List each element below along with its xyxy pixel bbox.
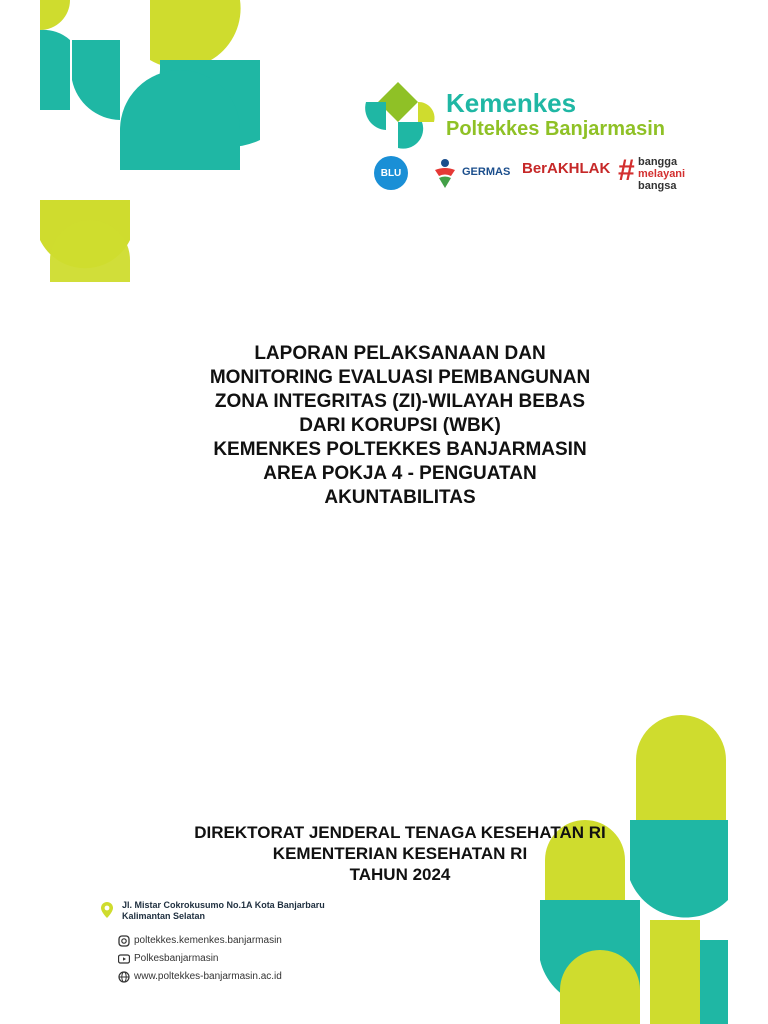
address xyxy=(100,900,360,922)
title-line: DARI KORUPSI (WBK) xyxy=(299,415,501,436)
contact-info xyxy=(100,900,360,988)
bangga-line: bangga xyxy=(638,156,678,168)
bangga-line: bangsa xyxy=(638,180,677,192)
youtube-icon xyxy=(118,953,130,965)
instagram-handle: poltekkes.kemenkes.banjarmasin xyxy=(134,935,282,946)
deco-teal-leaf xyxy=(40,30,70,110)
location-pin-icon xyxy=(100,902,114,918)
title-line: LAPORAN PELAKSANAAN DAN xyxy=(254,343,546,364)
contact-row xyxy=(100,934,360,952)
deco-lime-leaf xyxy=(636,715,726,820)
deco-teal-block xyxy=(72,40,120,120)
brand-subtitle: Poltekkes Banjarmasin xyxy=(446,118,665,140)
title-line: AKUNTABILITAS xyxy=(324,487,476,508)
issuer-line: KEMENTERIAN KESEHATAN RI xyxy=(272,844,528,863)
kemenkes-logo-icon xyxy=(360,78,438,154)
issuer-line: TAHUN 2024 xyxy=(349,865,451,884)
issuer-block xyxy=(144,822,656,885)
deco-lime-leaf xyxy=(150,0,241,68)
globe-icon xyxy=(118,971,130,983)
address-line: Kalimantan Selatan xyxy=(122,911,206,921)
bangga-melayani-badge xyxy=(618,156,708,192)
title-line: ZONA INTEGRITAS (ZI)-WILAYAH BEBAS xyxy=(214,391,586,412)
title-line: MONITORING EVALUASI PEMBANGUNAN xyxy=(209,367,591,388)
youtube-handle: Polkesbanjarmasin xyxy=(134,953,219,964)
blu-badge: BLU xyxy=(374,156,408,190)
title-line: KEMENKES POLTEKKES BANJARMASIN xyxy=(213,439,587,460)
deco-lime-leaf xyxy=(40,0,70,30)
document-title xyxy=(144,342,656,510)
deco-lime-leaf xyxy=(650,920,700,1024)
instagram-icon xyxy=(118,935,130,947)
deco-teal-leaf xyxy=(700,940,728,1024)
address-line: Jl. Mistar Cokrokusumo No.1A Kota Banjarbaru xyxy=(122,900,325,910)
title-line: AREA POKJA 4 - PENGUATAN xyxy=(263,463,537,484)
germas-label: GERMAS xyxy=(462,166,511,178)
partner-badges xyxy=(374,156,694,196)
germas-badge xyxy=(426,158,516,188)
issuer-line: DIREKTORAT JENDERAL TENAGA KESEHATAN RI xyxy=(194,823,606,842)
hash-icon: # xyxy=(618,154,635,187)
contact-row xyxy=(100,970,360,988)
brand-title: Kemenkes xyxy=(446,88,577,118)
berakhlak-badge: BerAKHLAK xyxy=(522,160,611,177)
contact-row xyxy=(100,952,360,970)
germas-icon xyxy=(432,158,458,188)
header-logo-block xyxy=(360,78,700,198)
website-url: www.poltekkes-banjarmasin.ac.id xyxy=(134,971,282,982)
bangga-line: melayani xyxy=(638,168,686,180)
